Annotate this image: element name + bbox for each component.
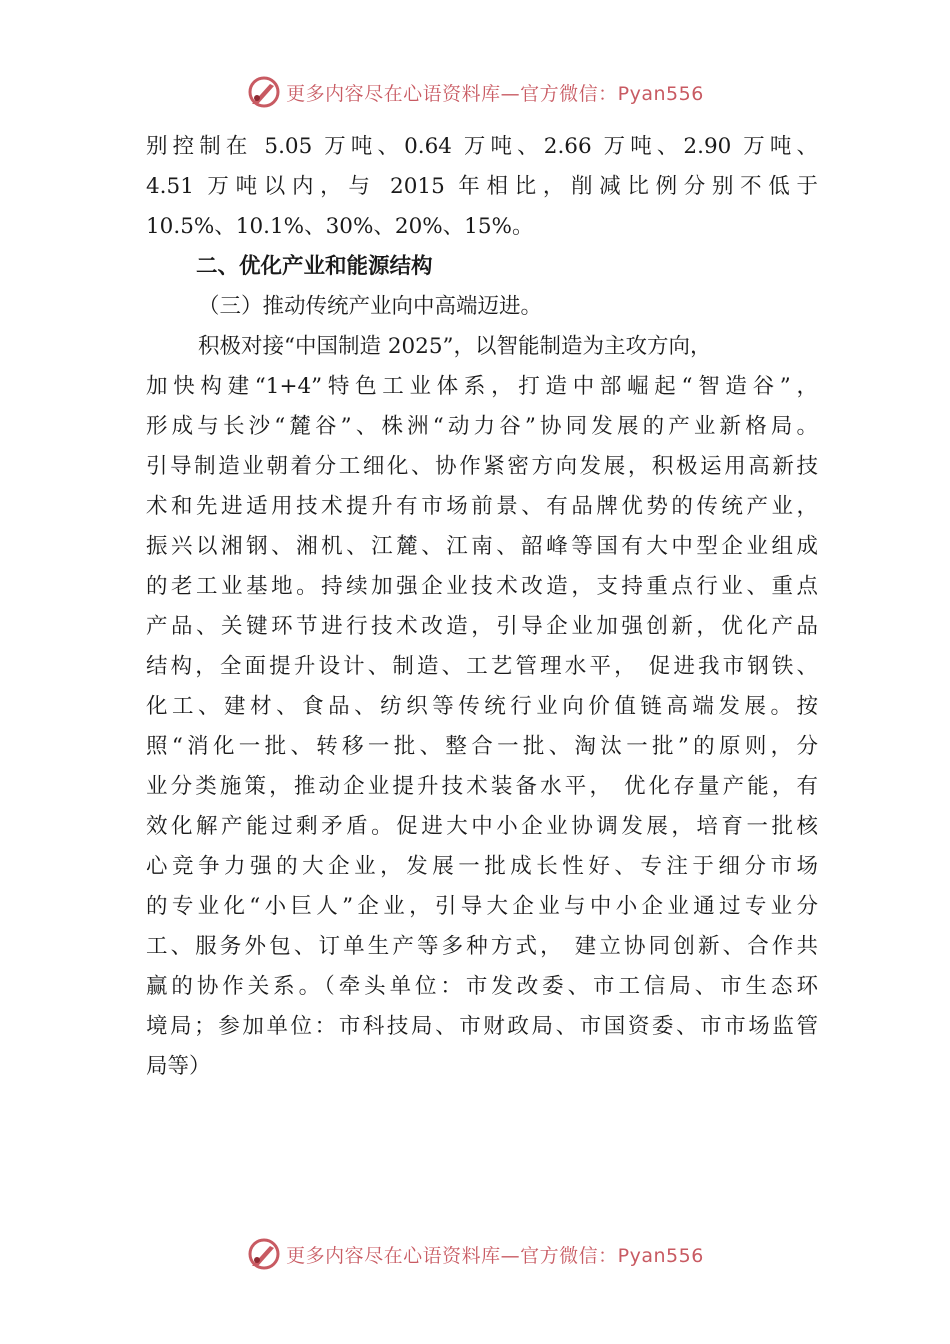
text-line: 10.5%、10.1%、30%、20%、15%。 (146, 214, 534, 239)
text-line: 化工、建材、食品、纺织等传统行业向价值链高端发展。按 (146, 694, 818, 719)
subsection-heading: （三）推动传统产业向中高端迈进。 (198, 294, 543, 319)
text-line: 境局；参加单位：市科技局、市财政局、市国资委、市市场监管 (146, 1014, 818, 1039)
text-line: 工、服务外包、订单生产等多种方式， 建立协同创新、合作共 (146, 934, 818, 959)
text-line: 心竞争力强的大企业，发展一批成长性好、专注于细分市场 (146, 854, 818, 879)
banner-text: 更多内容尽在心语资料库—官方微信：Pyan556 (286, 82, 704, 105)
section-heading: 二、优化产业和能源结构 (196, 254, 433, 279)
brush-logo-icon (246, 1236, 282, 1272)
text-line: 别控制在 5.05 万吨、0.64 万吨、2.66 万吨、2.90 万吨、 (146, 134, 818, 159)
text-line: 术和先进适用技术提升有市场前景、有品牌优势的传统产业， (146, 494, 818, 519)
text-line: 积极对接“中国制造 2025”，以智能制造为主攻方向， (198, 334, 712, 359)
text-line: 局等） (146, 1054, 211, 1079)
text-line: 加快构建“1+4”特色工业体系，打造中部崛起“智造谷”， (146, 374, 818, 399)
text-line: 赢的协作关系。（牵头单位：市发改委、市工信局、市生态环 (146, 974, 818, 999)
text-line: 引导制造业朝着分工细化、协作紧密方向发展，积极运用高新技 (146, 454, 818, 479)
text-line: 形成与长沙“麓谷”、株洲“动力谷”协同发展的产业新格局。 (146, 414, 818, 439)
brush-logo-icon (246, 74, 282, 110)
text-line: 产品、关键环节进行技术改造，引导企业加强创新，优化产品 (146, 614, 818, 639)
text-line: 结构，全面提升设计、制造、工艺管理水平， 促进我市钢铁、 (146, 654, 818, 679)
header-banner (0, 70, 950, 114)
text-line: 的老工业基地。持续加强企业技术改造，支持重点行业、重点 (146, 574, 818, 599)
footer-banner (0, 1232, 950, 1276)
text-line: 4.51 万吨以内，与 2015 年相比，削减比例分别不低于 (146, 174, 818, 199)
text-line: 照“消化一批、转移一批、整合一批、淘汰一批”的原则，分 (146, 734, 818, 759)
text-line: 的专业化“小巨人”企业，引导大企业与中小企业通过专业分 (146, 894, 818, 919)
banner-text: 更多内容尽在心语资料库—官方微信：Pyan556 (286, 1244, 704, 1267)
text-line: 效化解产能过剩矛盾。促进大中小企业协调发展，培育一批核 (146, 814, 818, 839)
document-body (146, 127, 818, 1087)
text-line: 振兴以湘钢、湘机、江麓、江南、韶峰等国有大中型企业组成 (146, 534, 818, 559)
text-line: 业分类施策，推动企业提升技术装备水平， 优化存量产能，有 (146, 774, 818, 799)
